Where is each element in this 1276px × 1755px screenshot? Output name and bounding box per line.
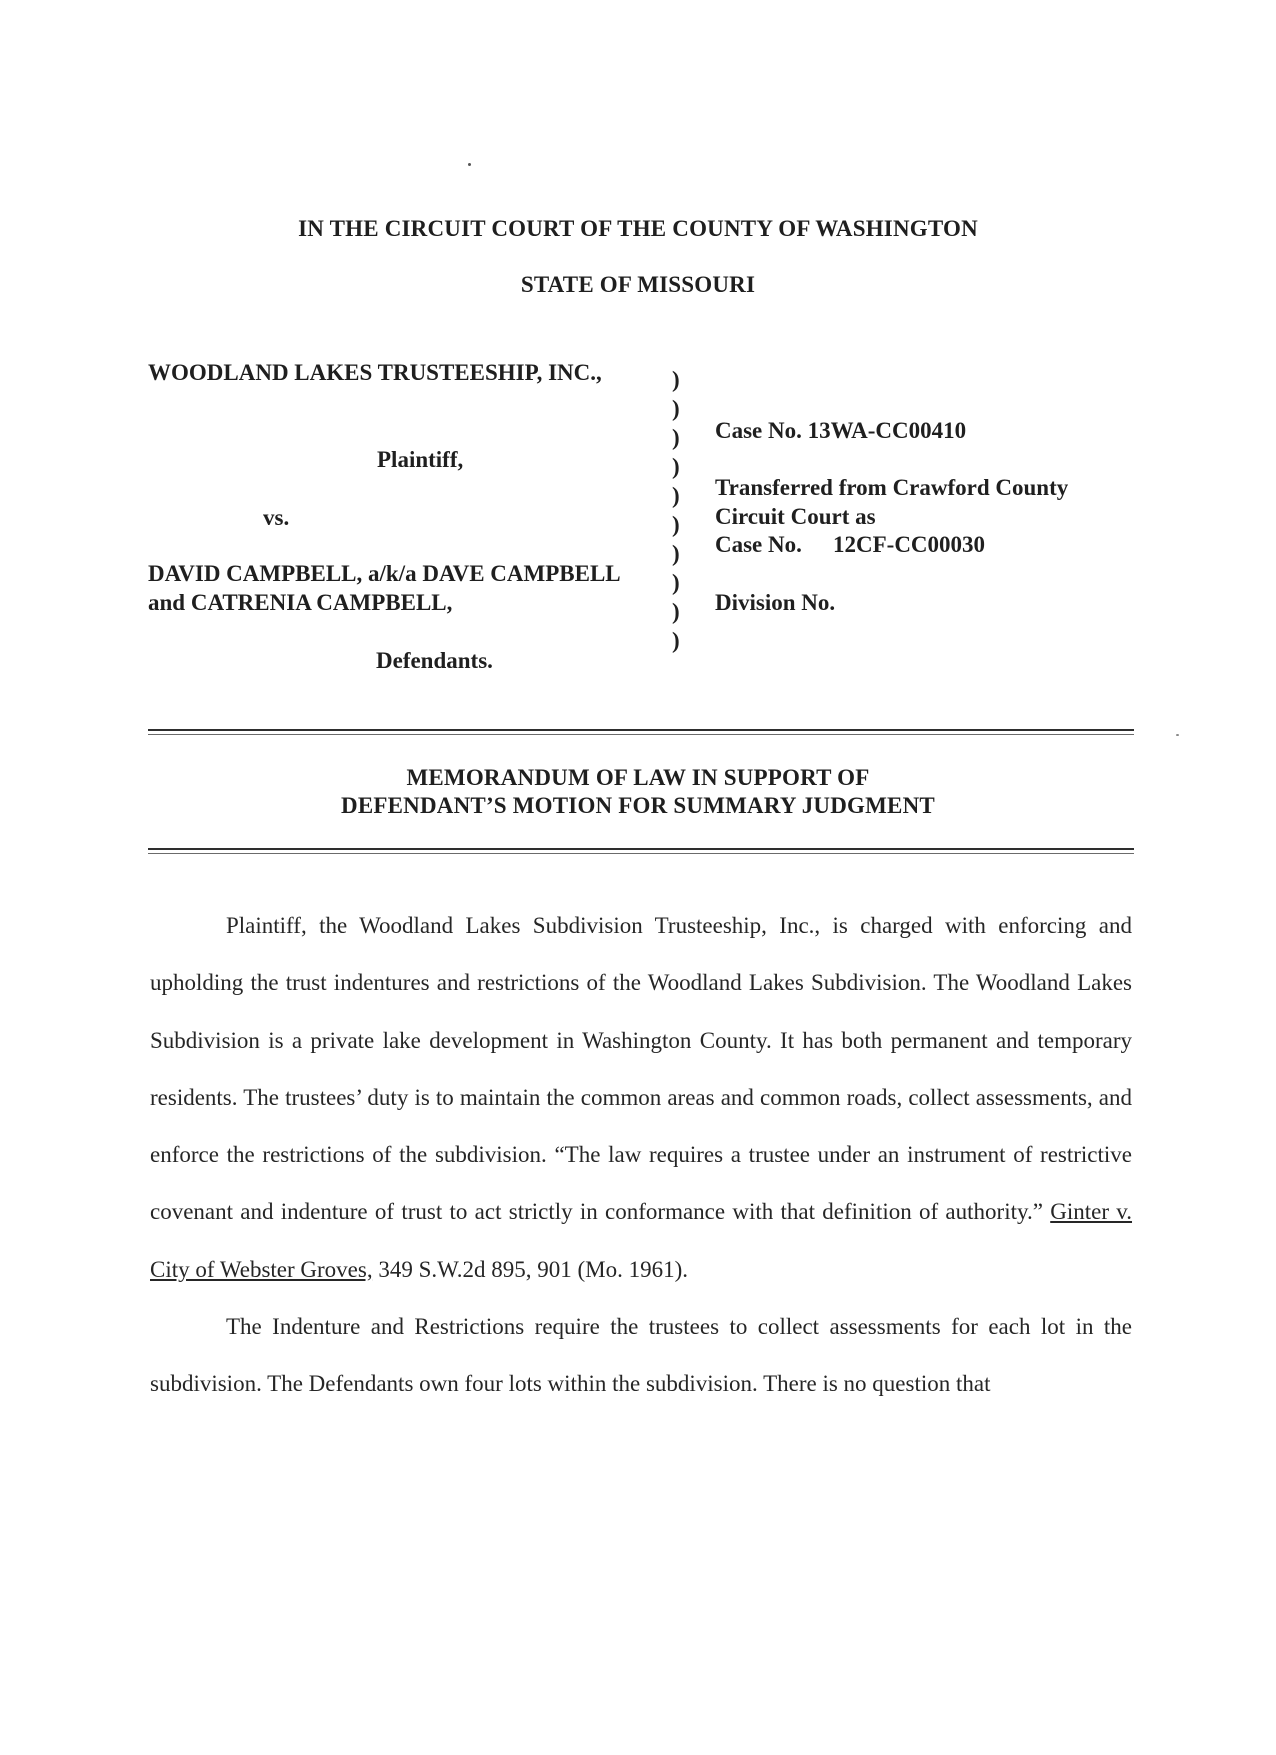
paren-mark: )	[672, 483, 680, 508]
plaintiff-name: WOODLAND LAKES TRUSTEESHIP, INC.,	[148, 360, 602, 385]
paren-mark: )	[672, 454, 680, 479]
defendant-names-line2: and CATRENIA CAMPBELL,	[148, 590, 453, 615]
scan-speck	[468, 163, 471, 166]
transfer-case-number: 12CF-CC00030	[833, 532, 986, 557]
paren-mark: )	[672, 541, 680, 566]
paragraph-2-text: The Indenture and Restrictions require the trustees to collect assessments for each lot in the subdivision. The Defendants own four lots within the subdivision. There is no question that	[150, 1314, 1132, 1397]
division-label: Division No.	[715, 590, 836, 615]
paren-mark: )	[672, 396, 680, 421]
body-paragraph-1	[150, 897, 1132, 1298]
transfer-case-label: Case No.	[715, 532, 802, 557]
defendant-label: Defendants.	[376, 648, 493, 673]
title-bottom-rule	[148, 848, 1134, 850]
case-citation-reporter: 349 S.W.2d 895, 901 (Mo. 1961).	[378, 1256, 688, 1282]
scan-speck	[1176, 734, 1179, 736]
memorandum-body	[150, 897, 1132, 1413]
case-citation-name: Ginter v. City of Webster Groves,	[150, 1199, 1133, 1282]
caption-parentheses	[672, 365, 692, 655]
document-title-line1: MEMORANDUM OF LAW IN SUPPORT OF	[406, 765, 870, 790]
defendant-names-line1: DAVID CAMPBELL, a/k/a DAVE CAMPBELL	[148, 561, 621, 586]
paragraph-1-text: Plaintiff, the Woodland Lakes Subdivision Trusteeship, Inc., is charged with enforcing and upholding the trust indentures and restrictions of the Woodland Lakes Subdivision. The Woodland Lakes Subdivision is a private lake development in Washington County. It has both permanent and temporary residents. The trustees’ duty is to maintain the common areas and common roads, collect assessments, and enforce the restrictions of the subdivision. “The law requires a trustee under an instrument of restrictive covenant and indenture of trust to act strictly in conformance with that definition of authority.”	[150, 913, 1132, 1225]
court-heading-line1: IN THE CIRCUIT COURT OF THE COUNTY OF WASHINGTON	[298, 216, 978, 241]
plaintiff-label: Plaintiff,	[377, 447, 464, 472]
body-paragraph-2	[150, 1298, 1132, 1413]
paren-mark: )	[672, 367, 680, 392]
paren-mark: )	[672, 599, 680, 624]
paren-mark: )	[672, 570, 680, 595]
paren-mark: )	[672, 425, 680, 450]
title-top-rule	[148, 729, 1134, 731]
court-heading-line2: STATE OF MISSOURI	[520, 272, 756, 297]
paren-mark: )	[672, 628, 680, 653]
paren-mark: )	[672, 512, 680, 537]
versus-label: vs.	[263, 505, 290, 530]
document-title-line2: DEFENDANT’S MOTION FOR SUMMARY JUDGMENT	[341, 793, 935, 818]
transfer-line1: Transferred from Crawford County	[715, 475, 1069, 500]
transfer-line2: Circuit Court as	[715, 504, 876, 529]
case-number: Case No. 13WA-CC00410	[715, 418, 967, 443]
